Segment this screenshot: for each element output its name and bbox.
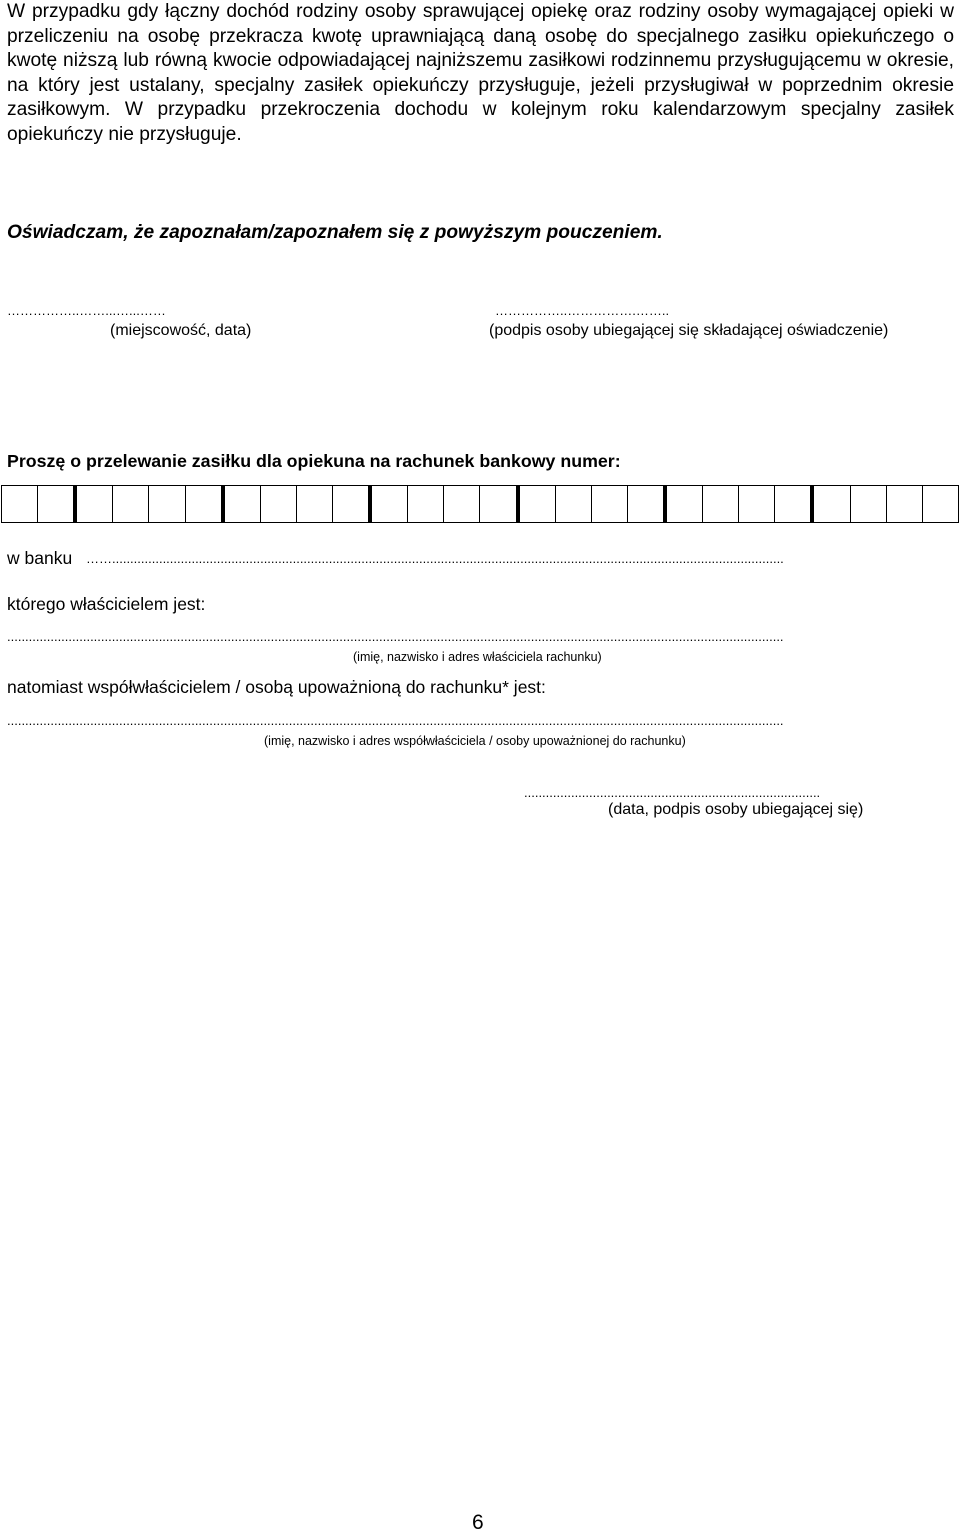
account-digit-cell[interactable] <box>703 486 739 522</box>
account-digit-cell[interactable] <box>333 486 372 522</box>
account-digit-cell[interactable] <box>739 486 775 522</box>
account-digit-cell[interactable] <box>408 486 444 522</box>
bank-account-number-grid[interactable] <box>1 485 959 523</box>
account-digit-cell[interactable] <box>372 486 408 522</box>
account-digit-cell[interactable] <box>2 486 38 522</box>
page-number: 6 <box>472 1511 484 1534</box>
account-owner-caption: (imię, nazwisko i adres właściciela rachunku) <box>353 650 602 664</box>
final-signature-caption: (data, podpis osoby ubiegającej się) <box>608 801 864 818</box>
signature-caption: (podpis osoby ubiegającej się składającej oświadczenie) <box>489 322 889 339</box>
account-digit-cell[interactable] <box>186 486 225 522</box>
account-digit-cell[interactable] <box>520 486 556 522</box>
place-date-caption: (miejscowość, data) <box>110 322 252 339</box>
bank-name-field[interactable]: …….......................................................................................................................................................................................... <box>86 551 784 566</box>
notice-paragraph: W przypadku gdy łączny dochód rodziny osoby sprawującej opiekę oraz rodziny osoby wymagającej opieki w przeliczeniu na osobę przekracza kwotę uprawniającą daną osobę do specjalnego zasiłku opiekuńczego o kwotę niższą lub równą kwocie odpowiadającej najniższemu zasiłkowi rodzinnemu przysługującemu w okresie, na który jest ustalany, specjalny zasiłek opiekuńczy przysługuje, jeżeli przysługiwał w poprzednim okresie zasiłkowym. W przypadku przekroczenia dochodu w kolejnym roku kalendarzowym specjalny zasiłek opiekuńczy nie przysługuje. <box>7 1 954 145</box>
account-digit-cell[interactable] <box>38 486 77 522</box>
account-digit-cell[interactable] <box>225 486 261 522</box>
account-digit-cell[interactable] <box>77 486 113 522</box>
declaration-statement: Oświadczam, że zapoznałam/zapoznałem się z powyższym pouczeniem. <box>7 222 663 243</box>
account-digit-cell[interactable] <box>923 486 958 522</box>
account-digit-cell[interactable] <box>297 486 333 522</box>
co-owner-field[interactable]: ....................................................................................................................................................................................................................... <box>7 713 784 728</box>
bank-account-heading: Proszę o przelewanie zasiłku dla opiekuna na rachunek bankowy numer: <box>7 451 621 471</box>
account-digit-cell[interactable] <box>592 486 628 522</box>
account-digit-cell[interactable] <box>149 486 185 522</box>
account-digit-cell[interactable] <box>775 486 814 522</box>
account-digit-cell[interactable] <box>113 486 149 522</box>
bank-name-label: w banku <box>7 548 73 568</box>
co-owner-label: natomiast współwłaścicielem / osobą upoważnioną do rachunku* jest: <box>7 677 546 697</box>
account-digit-cell[interactable] <box>444 486 480 522</box>
account-digit-cell[interactable] <box>814 486 850 522</box>
account-digit-cell[interactable] <box>480 486 519 522</box>
signature-dots[interactable]: ……………..…………….…….. <box>495 303 670 318</box>
account-digit-cell[interactable] <box>851 486 887 522</box>
account-digit-cell[interactable] <box>667 486 703 522</box>
account-digit-cell[interactable] <box>261 486 297 522</box>
account-digit-cell[interactable] <box>887 486 923 522</box>
account-digit-cell[interactable] <box>628 486 667 522</box>
final-signature-field[interactable]: .................................................................................. <box>524 785 821 800</box>
account-owner-label: którego właścicielem jest: <box>7 594 206 614</box>
co-owner-caption: (imię, nazwisko i adres współwłaściciela / osoby upoważnionej do rachunku) <box>264 734 686 748</box>
account-digit-cell[interactable] <box>556 486 592 522</box>
place-date-dots[interactable]: ……………..……...…...…… <box>7 303 166 318</box>
account-owner-field[interactable]: ....................................................................................................................................................................................................................... <box>7 629 784 644</box>
